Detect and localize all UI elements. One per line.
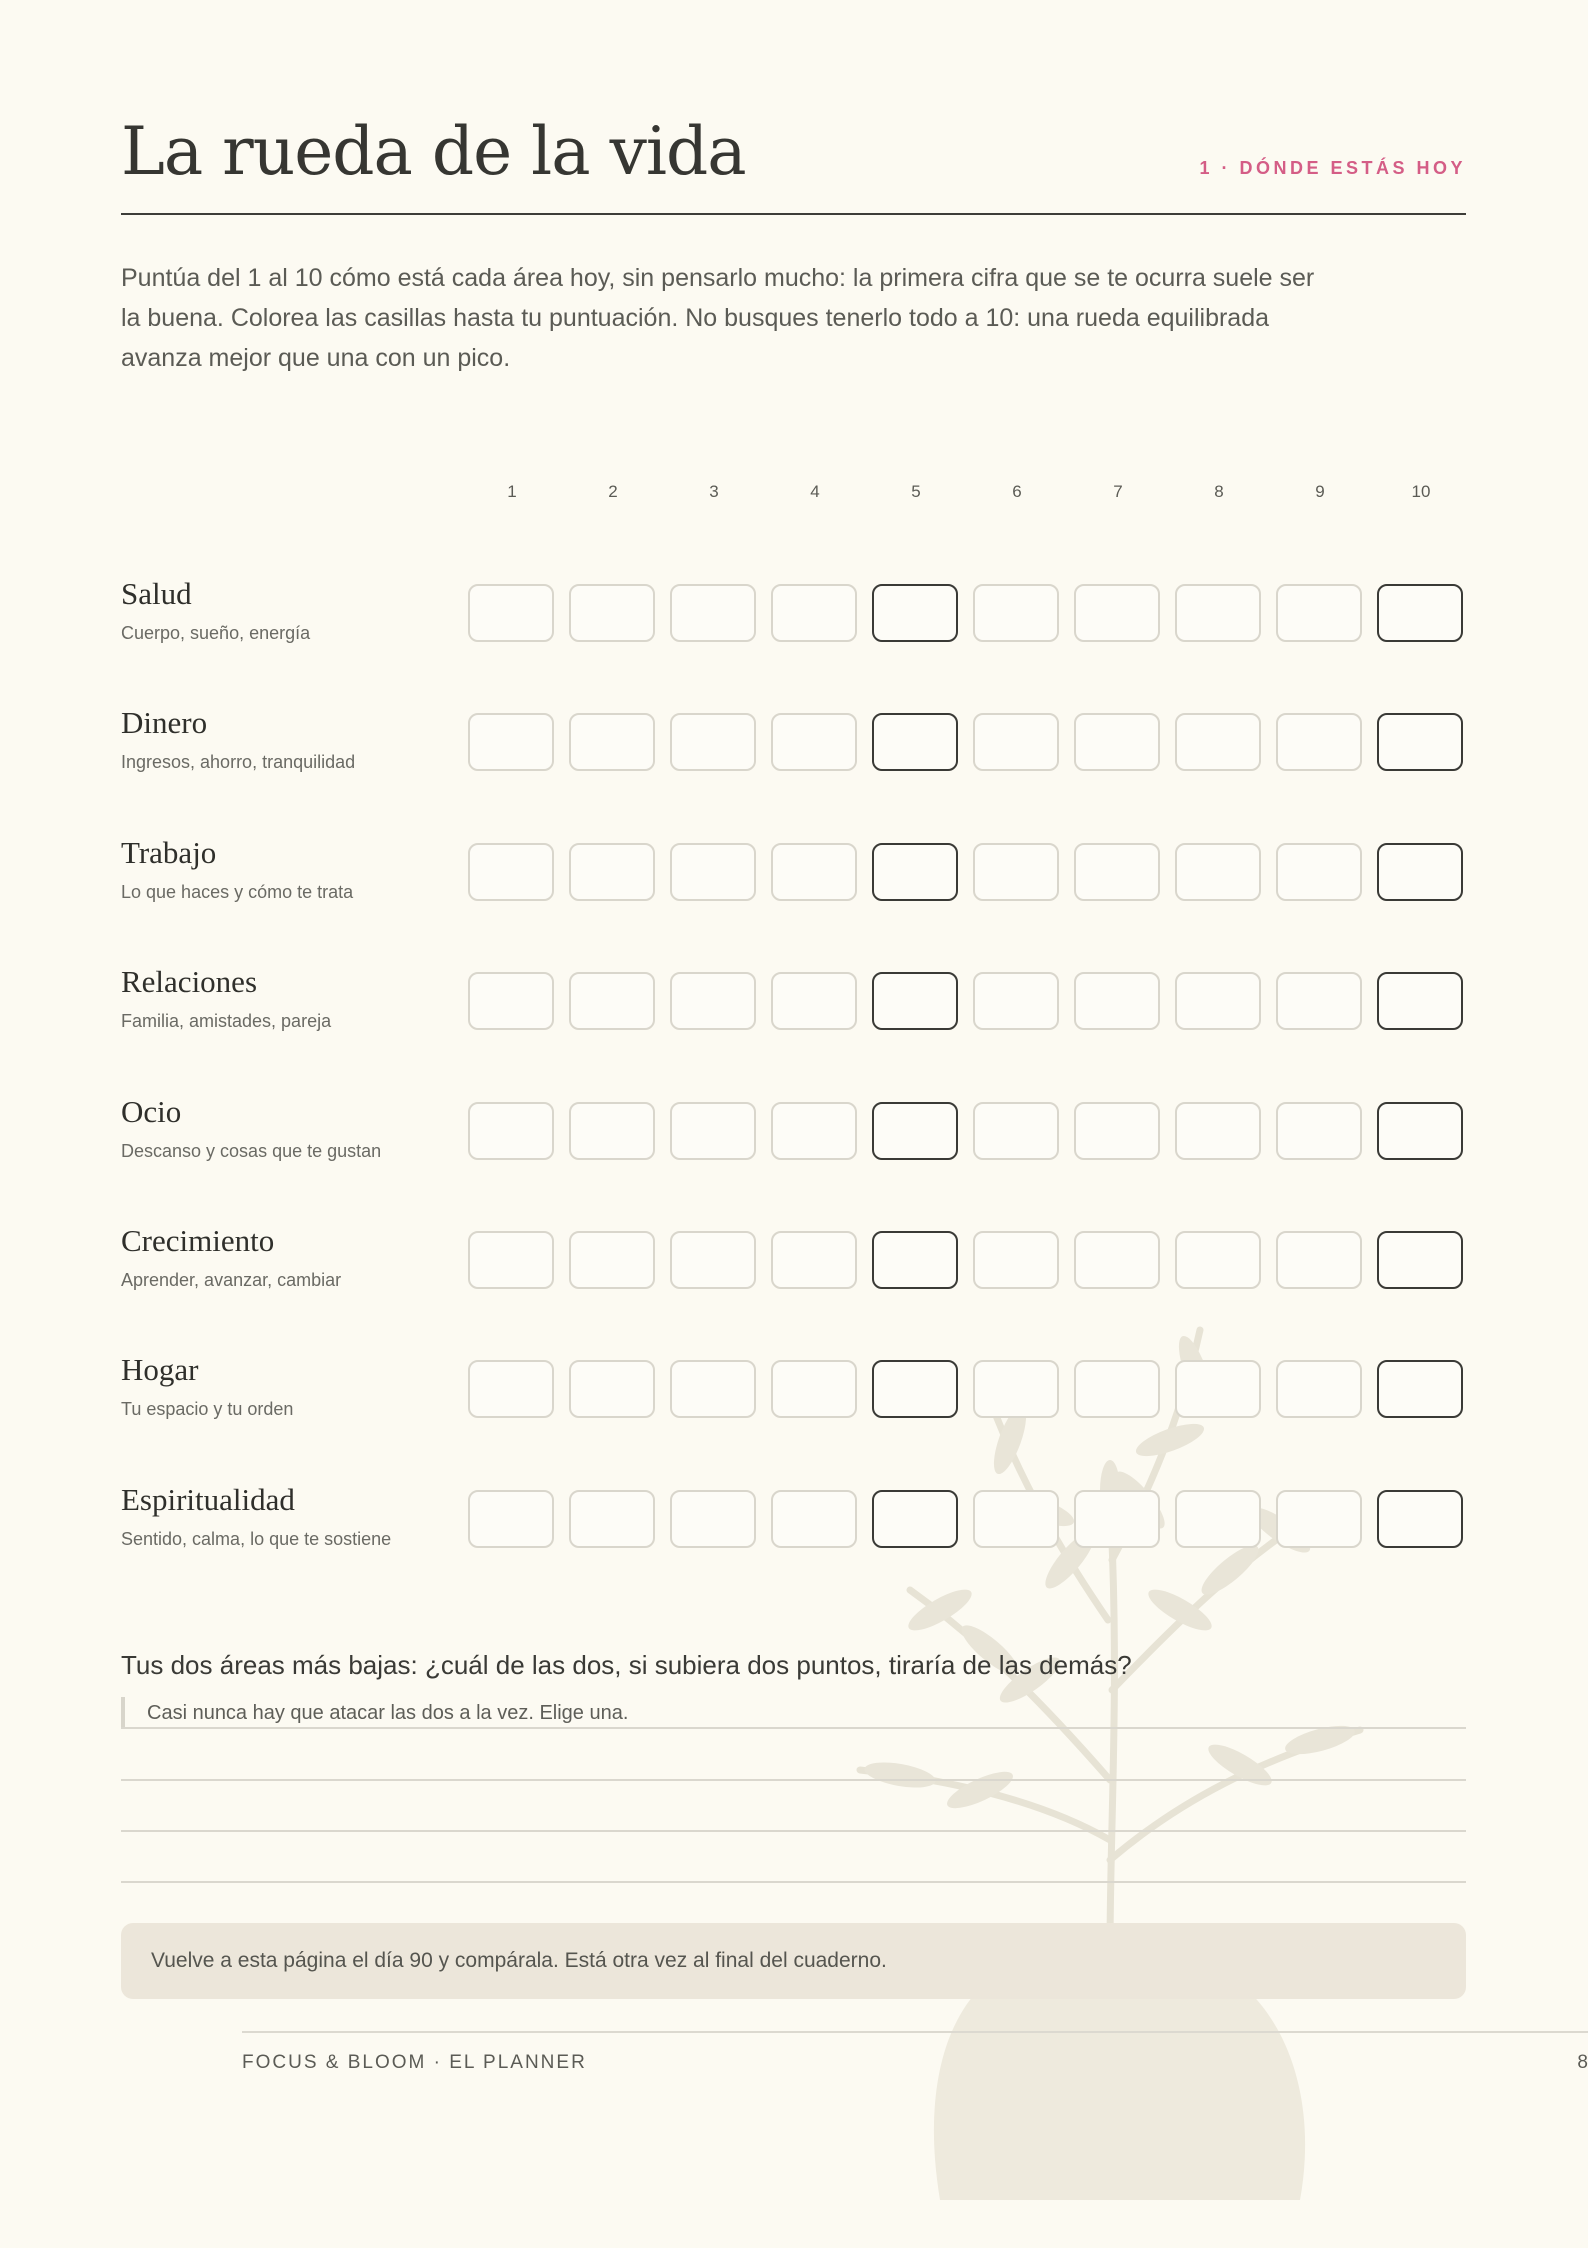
reminder-note-text: Vuelve a esta página el día 90 y compárala. Está otra vez al final del cuaderno. <box>151 1949 887 1972</box>
score-cell[interactable] <box>468 1360 554 1418</box>
score-cell[interactable] <box>1175 584 1261 642</box>
score-cell[interactable] <box>1175 1231 1261 1289</box>
scale-number: 4 <box>810 482 820 501</box>
score-cell[interactable] <box>872 1360 958 1418</box>
score-cell[interactable] <box>1175 972 1261 1030</box>
score-cell[interactable] <box>670 713 756 771</box>
score-cell[interactable] <box>569 1231 655 1289</box>
score-cell[interactable] <box>1074 1360 1160 1418</box>
score-cell[interactable] <box>569 713 655 771</box>
score-cell[interactable] <box>973 1360 1059 1418</box>
score-cell[interactable] <box>569 584 655 642</box>
scale-number: 3 <box>709 482 719 501</box>
score-cell[interactable] <box>670 843 756 901</box>
score-cell[interactable] <box>1377 972 1463 1030</box>
score-cell[interactable] <box>1377 843 1463 901</box>
scale-number: 10 <box>1411 482 1431 501</box>
scale-number: 9 <box>1315 482 1325 501</box>
score-cell[interactable] <box>569 1360 655 1418</box>
score-cell[interactable] <box>1377 1102 1463 1160</box>
score-cell[interactable] <box>1377 584 1463 642</box>
score-cell[interactable] <box>973 713 1059 771</box>
score-cell[interactable] <box>771 1102 857 1160</box>
score-cell[interactable] <box>468 1102 554 1160</box>
score-cell[interactable] <box>569 972 655 1030</box>
score-cell[interactable] <box>1377 713 1463 771</box>
score-cell[interactable] <box>1175 1102 1261 1160</box>
score-cell[interactable] <box>872 972 958 1030</box>
score-cell[interactable] <box>973 843 1059 901</box>
score-cell[interactable] <box>569 1490 655 1548</box>
score-cell[interactable] <box>670 1360 756 1418</box>
score-cell[interactable] <box>1377 1490 1463 1548</box>
score-cell[interactable] <box>468 584 554 642</box>
score-cell[interactable] <box>1074 1102 1160 1160</box>
score-cell[interactable] <box>1276 843 1362 901</box>
area-name: Hogar <box>121 1352 199 1387</box>
score-cell[interactable] <box>468 1231 554 1289</box>
area-name: Ocio <box>121 1094 182 1129</box>
score-cell[interactable] <box>872 843 958 901</box>
score-cell[interactable] <box>670 1102 756 1160</box>
score-cell[interactable] <box>468 972 554 1030</box>
area-description: Aprender, avanzar, cambiar <box>121 1270 342 1290</box>
score-cell[interactable] <box>1276 972 1362 1030</box>
section-tag: 1 · DÓNDE ESTÁS HOY <box>1199 158 1466 178</box>
writing-line[interactable] <box>121 1830 1466 1832</box>
score-cell[interactable] <box>1377 1231 1463 1289</box>
area-row <box>121 835 1466 923</box>
area-description: Ingresos, ahorro, tranquilidad <box>121 752 356 772</box>
score-cell[interactable] <box>872 1490 958 1548</box>
area-description: Descanso y cosas que te gustan <box>121 1141 382 1161</box>
score-cell[interactable] <box>1175 713 1261 771</box>
area-row <box>121 1094 1466 1182</box>
score-scale-header <box>468 482 1466 506</box>
score-cell[interactable] <box>670 1231 756 1289</box>
area-description: Lo que haces y cómo te trata <box>121 882 354 902</box>
score-cell[interactable] <box>1175 843 1261 901</box>
score-cell[interactable] <box>771 1490 857 1548</box>
score-cell[interactable] <box>670 1490 756 1548</box>
score-cell[interactable] <box>771 1231 857 1289</box>
area-row <box>121 964 1466 1052</box>
score-cell[interactable] <box>872 713 958 771</box>
score-cell[interactable] <box>468 843 554 901</box>
score-cell[interactable] <box>1276 1231 1362 1289</box>
score-cell[interactable] <box>1276 1490 1362 1548</box>
score-cell[interactable] <box>1276 1360 1362 1418</box>
score-cell[interactable] <box>1074 972 1160 1030</box>
score-cell[interactable] <box>872 1102 958 1160</box>
score-cell[interactable] <box>1074 843 1160 901</box>
score-cell[interactable] <box>670 584 756 642</box>
score-cell[interactable] <box>1074 1231 1160 1289</box>
title-divider <box>121 213 1466 215</box>
score-cell[interactable] <box>973 1490 1059 1548</box>
page-title: La rueda de la vida <box>121 113 746 190</box>
area-description: Familia, amistades, pareja <box>121 1011 332 1031</box>
area-name: Relaciones <box>121 964 258 999</box>
score-cell[interactable] <box>670 972 756 1030</box>
score-cell[interactable] <box>973 972 1059 1030</box>
area-row <box>121 576 1466 664</box>
writing-line[interactable] <box>121 1881 1466 1883</box>
score-cell[interactable] <box>1175 1490 1261 1548</box>
score-cell[interactable] <box>1276 1102 1362 1160</box>
score-cell[interactable] <box>872 1231 958 1289</box>
score-cell[interactable] <box>1074 584 1160 642</box>
score-cell[interactable] <box>973 1231 1059 1289</box>
scale-number: 5 <box>911 482 921 501</box>
score-cell[interactable] <box>468 1490 554 1548</box>
area-description: Sentido, calma, lo que te sostiene <box>121 1529 392 1549</box>
area-name: Espiritualidad <box>121 1482 295 1517</box>
score-cell[interactable] <box>1377 1360 1463 1418</box>
score-cell[interactable] <box>771 584 857 642</box>
area-name: Trabajo <box>121 835 217 870</box>
footer-divider <box>242 2031 1588 2033</box>
score-cell[interactable] <box>771 1360 857 1418</box>
score-cell[interactable] <box>872 584 958 642</box>
scale-number: 1 <box>507 482 517 501</box>
score-cell[interactable] <box>1074 713 1160 771</box>
area-row <box>121 1223 1466 1311</box>
hint-accent-bar <box>121 1697 125 1729</box>
score-cell[interactable] <box>569 843 655 901</box>
reflection-question: Tus dos áreas más bajas: ¿cuál de las dos, si subiera dos puntos, tiraría de las demás? <box>121 1650 1132 1680</box>
scale-number: 2 <box>608 482 618 501</box>
score-cell[interactable] <box>771 843 857 901</box>
area-name: Salud <box>121 576 192 611</box>
scale-number: 7 <box>1113 482 1123 501</box>
score-cell[interactable] <box>771 972 857 1030</box>
reflection-hint: Casi nunca hay que atacar las dos a la vez. Elige una. <box>147 1702 629 1724</box>
area-row <box>121 705 1466 793</box>
footer-brand: FOCUS & BLOOM · EL PLANNER <box>242 2052 587 2073</box>
score-cell[interactable] <box>1276 584 1362 642</box>
score-cell[interactable] <box>973 584 1059 642</box>
score-cell[interactable] <box>569 1102 655 1160</box>
area-row <box>121 1352 1466 1440</box>
area-name: Dinero <box>121 705 208 740</box>
score-cell[interactable] <box>1074 1490 1160 1548</box>
score-cell[interactable] <box>1276 713 1362 771</box>
area-description: Cuerpo, sueño, energía <box>121 623 311 643</box>
writing-line[interactable] <box>121 1779 1466 1781</box>
scale-number: 8 <box>1214 482 1224 501</box>
score-cell[interactable] <box>1175 1360 1261 1418</box>
writing-line[interactable] <box>121 1727 1466 1729</box>
page-number: 8 <box>1577 2052 1588 2073</box>
score-cell[interactable] <box>973 1102 1059 1160</box>
score-cell[interactable] <box>468 713 554 771</box>
scale-number: 6 <box>1012 482 1022 501</box>
area-description: Tu espacio y tu orden <box>121 1399 294 1419</box>
intro-text: Puntúa del 1 al 10 cómo está cada área hoy, sin pensarlo mucho: la primera cifra que se te ocurra suele ser la buena. Colorea las casillas hasta tu puntuación. No busques tenerlo todo a 10: una rueda equilibrada avanza mejor que una con un pico. <box>121 264 1315 372</box>
score-cell[interactable] <box>771 713 857 771</box>
reminder-note <box>121 1923 1466 1999</box>
area-name: Crecimiento <box>121 1223 275 1258</box>
area-row <box>121 1482 1466 1570</box>
